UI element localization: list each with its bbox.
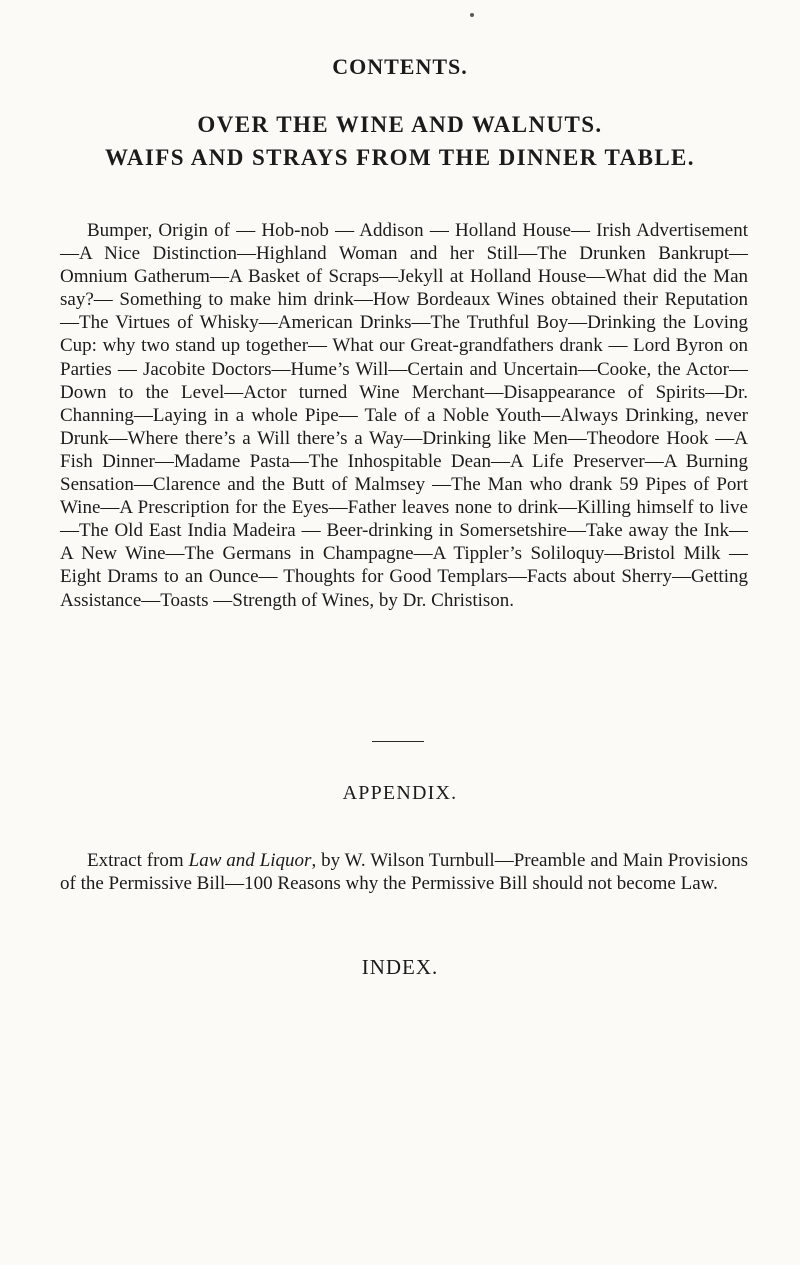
index-heading: INDEX. [361, 955, 439, 979]
section-title-wine-and-walnuts: OVER THE WINE AND WALNUTS. [197, 112, 603, 137]
contents-paragraph: Bumper, Origin of — Hob-nob — Addison — Holland House— Irish Advertisement—A Nice Distinction—Highland Woman and her Still—The Drunken Bankrupt—Omnium Gatherum—A Basket of Scraps—Jekyll at Holland House—What did the Man say?— Something to make him drink—How Bordeaux Wines obtained their Reputation—The Virtues of Whisky—American Drinks—The Truthful Boy—Drinking the Loving Cup: why two stand up together— What our Great-grandfathers drank — Lord Byron on Parties — Jacobite Doctors—Hume’s Will—Certain and Uncertain—Cooke, the Actor—Down to the Level—Actor turned Wine Merchant—Disappearance of Spirits—Dr. Channing—Laying in a whole Pipe— Tale of a Noble Youth—Always Drinking, never Drunk—Where there’s a Will there’s a Way—Drinking like Men—Theodore Hook —A Fish Dinner—Madame Pasta—The Inhospitable Dean—A Life Preserver—A Burning Sensation—Clarence and the Butt of Malmsey —The Man who drank 59 Pipes of Port Wine—A Prescription for the Eyes—Father leaves none to drink—Killing himself to live—The Old East India Madeira — Beer-drinking in Somersetshire—Take away the Ink—A New Wine—The Germans in Champagne—A Tippler’s Soliloquy—Bristol Milk — Eight Drams to an Ounce— Thoughts for Good Templars—Facts about Sherry—Getting Assistance—Toasts —Strength of Wines, by Dr. Christison. [60, 220, 748, 611]
appendix-prefix: Extract from [87, 850, 189, 871]
contents-heading: CONTENTS. [332, 54, 468, 79]
page-speck [470, 13, 474, 17]
appendix-book-title: Law and Liquor [188, 850, 312, 871]
appendix-heading: APPENDIX. [342, 782, 458, 804]
appendix-paragraph [60, 849, 748, 895]
section-title-waifs-and-strays: WAIFS AND STRAYS FROM THE DINNER TABLE. [105, 145, 695, 170]
section-divider [372, 741, 424, 742]
appendix-suffix: , by W. Wilson Turnbull—Preamble and Main Provisions of the Permissive Bill—100 Reasons why the Permissive Bill should not become Law. [60, 850, 748, 895]
